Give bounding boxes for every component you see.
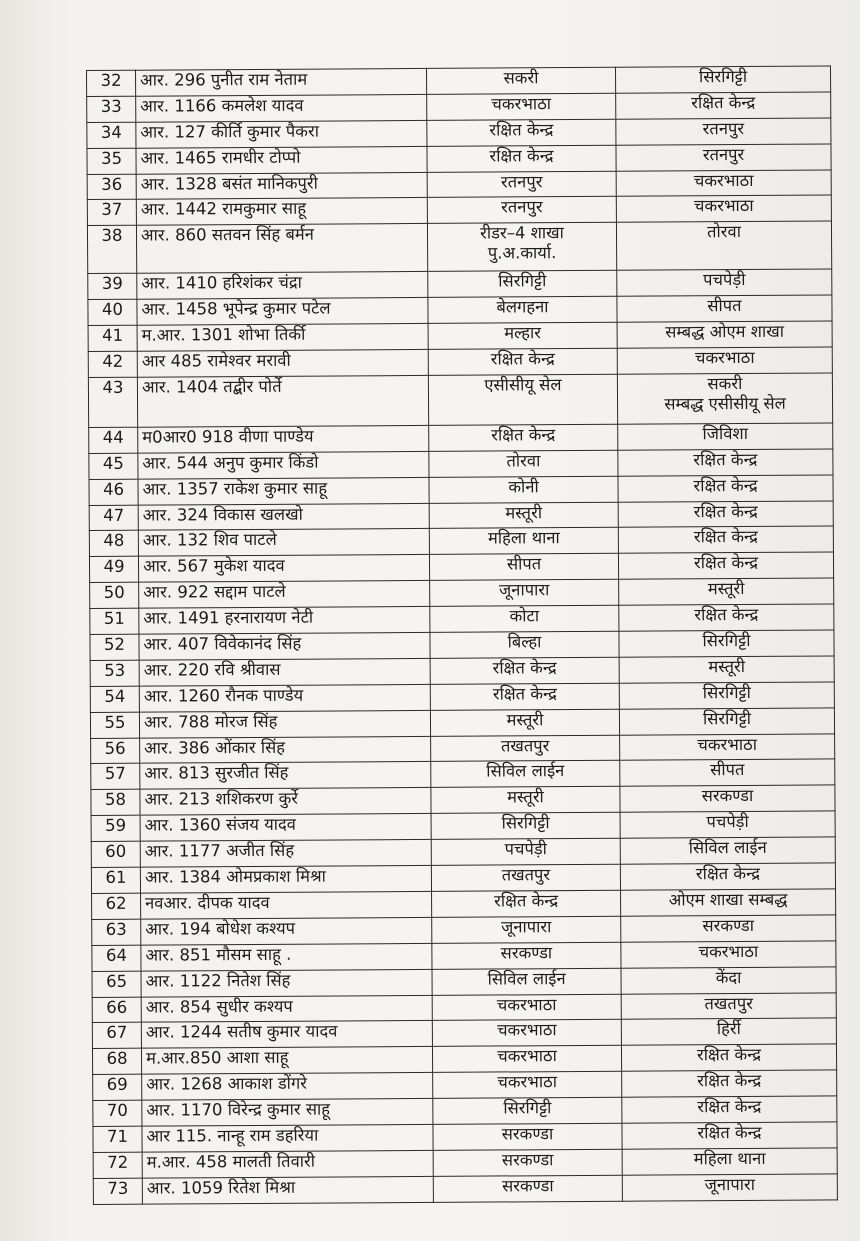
current-posting-line: रक्षित केन्द्र: [493, 891, 559, 911]
current-posting-cell: [431, 864, 620, 891]
employee-name-cell: आर. 851 मौसम साहू .: [141, 943, 432, 971]
current-posting-line: रक्षित केन्द्र: [489, 119, 554, 140]
new-posting-cell: [618, 449, 833, 476]
current-posting-line: पचपेड़ी: [504, 839, 547, 859]
current-posting-cell: [431, 787, 620, 814]
serial-number-cell: 43: [88, 377, 137, 427]
current-posting-line: सिविल लाईन: [487, 968, 566, 989]
new-posting-cell: [621, 915, 836, 942]
new-posting-line: सिरगिट्टी: [702, 682, 751, 703]
new-posting-cell: [619, 604, 834, 631]
new-posting-line: सम्बद्ध एसीसीयू सेल: [664, 393, 786, 414]
new-posting-line: सिविल लाईन: [688, 838, 767, 858]
employee-name-cell: आर. 1260 रौनक पाण्डेय: [139, 684, 430, 712]
new-posting-line: रक्षित केन्द्र: [693, 501, 758, 521]
new-posting-line: रक्षित केन्द्र: [697, 1096, 762, 1117]
current-posting-cell: [430, 657, 619, 684]
new-posting-line: ओएम शाखा सम्बद्ध: [668, 889, 788, 910]
new-posting-cell: [619, 682, 834, 709]
current-posting-cell: [433, 1097, 622, 1124]
new-posting-cell: [620, 811, 835, 838]
new-posting-line: रतनपुर: [702, 118, 745, 139]
employee-name-cell: आर. 567 मुकेश यादव: [138, 555, 429, 583]
new-posting-cell: [621, 1044, 836, 1071]
serial-number-cell: 71: [93, 1126, 142, 1152]
new-posting-line: सीपत: [710, 760, 745, 780]
employee-name-cell: आर. 324 विकास खलखो: [138, 503, 429, 531]
new-posting-line: केंदा: [715, 967, 742, 987]
new-posting-cell: [622, 1070, 837, 1097]
employee-name-cell: आर. 860 सतवन सिंह बर्मन: [136, 224, 427, 274]
current-posting-cell: [432, 890, 621, 917]
current-posting-line: महिला थाना: [487, 528, 560, 549]
new-posting-cell: [616, 118, 831, 145]
employee-name-cell: आर. 1357 राकेश कुमार साहू: [138, 477, 429, 505]
employee-name-cell: आर. 194 बोधेश कश्यप: [141, 917, 432, 945]
employee-name-cell: आर. 407 विवेकानंद सिंह: [139, 632, 430, 660]
new-posting-line: रक्षित केन्द्र: [694, 605, 759, 625]
current-posting-cell: [427, 93, 616, 120]
employee-name-cell: आर. 544 अनुप कुमार किंडो: [138, 451, 429, 479]
new-posting-line: मस्तूरी: [708, 656, 746, 677]
employee-name-cell: आर. 813 सुरजीत सिंह: [140, 762, 431, 790]
serial-number-cell: 56: [91, 738, 140, 764]
current-posting-line: जूनापारा: [501, 917, 552, 937]
current-posting-line: सरकण्डा: [501, 1124, 554, 1144]
current-posting-line: सरकण्डा: [501, 1150, 554, 1170]
current-posting-cell: [432, 1046, 621, 1073]
current-posting-cell: [429, 476, 618, 503]
serial-number-cell: 41: [88, 325, 137, 351]
current-posting-cell: [428, 296, 617, 323]
current-posting-line: कोटा: [509, 606, 540, 626]
new-posting-line: रक्षित केन्द्र: [697, 1071, 762, 1091]
employee-name-cell: आर. 854 सुधीर कश्यप: [141, 995, 432, 1023]
new-posting-line: पचपेड़ी: [703, 270, 746, 290]
current-posting-cell: [433, 1123, 622, 1150]
current-posting-line: रक्षित केन्द्र: [491, 425, 556, 445]
employee-name-cell: आर. 1360 संजय यादव: [140, 814, 431, 842]
employee-name-cell: आर. 296 पुनीत राम नेताम: [136, 68, 427, 96]
employee-name-cell: आर 485 रामेश्वर मरावी: [137, 349, 428, 377]
serial-number-cell: 46: [89, 479, 138, 505]
current-posting-line: बेलगहना: [496, 297, 549, 317]
new-posting-cell: [616, 170, 831, 197]
current-posting-line: सिविल लाईन: [486, 761, 565, 782]
new-posting-cell: [616, 144, 831, 171]
serial-number-cell: 36: [87, 174, 136, 200]
new-posting-cell: [617, 269, 832, 296]
new-posting-cell: [618, 526, 833, 553]
new-posting-cell: [618, 475, 833, 502]
new-posting-line: चकरभाठा: [693, 170, 754, 190]
current-posting-line: रक्षित केन्द्र: [489, 145, 554, 166]
current-posting-line: रतनपुर: [500, 171, 543, 192]
new-posting-line: चकरभाठा: [698, 941, 759, 961]
employee-name-cell: आर. 1177 अजीत सिंह: [140, 840, 431, 868]
current-posting-line: चकरभाठा: [497, 1072, 558, 1092]
serial-number-cell: 65: [92, 971, 141, 997]
serial-number-cell: 72: [93, 1152, 142, 1178]
serial-number-cell: 50: [90, 582, 139, 608]
current-posting-cell: [432, 916, 621, 943]
employee-name-cell: आर. 922 सद्दाम पाटले: [139, 581, 430, 609]
new-posting-line: महिला थाना: [693, 1148, 766, 1169]
current-posting-cell: [430, 683, 619, 710]
new-posting-cell: [621, 967, 836, 994]
employee-name-cell: आर. 386 ओंकार सिंह: [140, 736, 431, 764]
serial-number-cell: 59: [91, 815, 140, 841]
new-posting-cell: [620, 734, 835, 761]
serial-number-cell: 39: [88, 274, 137, 300]
serial-number-cell: 37: [87, 200, 136, 226]
serial-number-cell: 52: [90, 634, 139, 660]
current-posting-line: सीपत: [506, 554, 542, 574]
transfer-table-body: [87, 66, 838, 1204]
new-posting-line: रतनपुर: [702, 144, 745, 164]
employee-name-cell: आर. 220 रवि श्रीवास: [139, 658, 430, 686]
serial-number-cell: 70: [93, 1100, 142, 1126]
new-posting-line: हिर्री: [716, 1019, 741, 1039]
new-posting-cell: [622, 1096, 837, 1123]
employee-name-cell: आर. 1268 आकाश डोंगरे: [142, 1073, 433, 1101]
new-posting-cell: [617, 373, 832, 424]
table-row: [87, 221, 831, 274]
new-posting-cell: [620, 837, 835, 864]
table-row: [93, 1174, 837, 1204]
serial-number-cell: 67: [92, 1023, 141, 1049]
current-posting-line: मल्हार: [504, 323, 542, 343]
employee-name-cell: आर. 1458 भूपेन्द्र कुमार पटेल: [137, 298, 428, 326]
serial-number-cell: 42: [88, 351, 137, 377]
employee-name-cell: आर. 1410 हरिशंकर चंद्रा: [137, 272, 428, 300]
new-posting-cell: [619, 578, 834, 605]
current-posting-line: चकरभाठा: [496, 994, 557, 1015]
new-posting-cell: [620, 863, 835, 890]
current-posting-cell: [427, 223, 616, 272]
new-posting-cell: [620, 759, 835, 786]
employee-name-cell: आर. 1442 रामकुमार साहू: [136, 198, 427, 226]
new-posting-line: जूनापारा: [704, 1174, 756, 1194]
current-posting-cell: [431, 838, 620, 865]
current-posting-cell: [427, 197, 616, 224]
employee-name-cell: आर. 1122 नितेश सिंह: [141, 969, 432, 997]
new-posting-line: रक्षित केन्द्र: [693, 475, 758, 495]
current-posting-line: चकरभाठा: [497, 1046, 557, 1066]
serial-number-cell: 66: [92, 997, 141, 1023]
current-posting-cell: [433, 1175, 622, 1202]
current-posting-line: सकरी: [503, 68, 539, 88]
current-posting-cell: [429, 554, 618, 581]
current-posting-cell: [432, 942, 621, 969]
new-posting-line: चकरभाठा: [694, 347, 755, 368]
new-posting-line: रक्षित केन्द्र: [693, 553, 759, 573]
new-posting-line: तखतपुर: [704, 993, 753, 1013]
new-posting-cell: [621, 1018, 836, 1045]
current-posting-cell: [429, 502, 618, 529]
current-posting-cell: [433, 1149, 622, 1176]
table-row: [88, 373, 832, 428]
serial-number-cell: 69: [93, 1074, 142, 1100]
current-posting-cell: [430, 580, 619, 607]
employee-name-cell: आर. 1465 रामधीर टोप्पो: [136, 146, 427, 174]
new-posting-cell: [622, 1174, 837, 1201]
serial-number-cell: 45: [89, 453, 138, 479]
employee-name-cell: आर. 1244 सतीष कुमार यादव: [141, 1021, 432, 1049]
current-posting-line: सिरगिट्टी: [503, 1098, 552, 1118]
current-posting-line: चकरभाठा: [491, 94, 552, 114]
new-posting-line: रक्षित केन्द्र: [691, 92, 756, 113]
current-posting-cell: [432, 1020, 621, 1047]
serial-number-cell: 53: [90, 660, 139, 686]
serial-number-cell: 60: [91, 841, 140, 867]
current-posting-cell: [433, 1071, 622, 1098]
new-posting-cell: [621, 889, 836, 916]
current-posting-cell: [428, 374, 617, 425]
serial-number-cell: 61: [91, 867, 140, 893]
current-posting-line: रक्षित केन्द्र: [490, 349, 555, 369]
current-posting-line: चकरभाठा: [496, 1020, 557, 1040]
employee-name-cell: आर. 1491 हरनारायण नेटी: [139, 607, 430, 635]
current-posting-line: सिरगिट्टी: [501, 813, 550, 833]
serial-number-cell: 35: [87, 148, 136, 174]
current-posting-line: तोरवा: [506, 451, 541, 471]
new-posting-line: जिविशा: [702, 423, 749, 444]
current-posting-line: सरकण्डा: [500, 942, 553, 963]
current-posting-line: कोनी: [508, 476, 539, 497]
employee-name-cell: आर. 132 शिव पाटले: [138, 529, 429, 557]
new-posting-cell: [621, 992, 836, 1019]
new-posting-cell: [618, 501, 833, 528]
serial-number-cell: 48: [89, 531, 138, 557]
employee-name-cell: आर. 1170 विरेन्द्र कुमार साहू: [142, 1098, 433, 1126]
new-posting-line: सरकण्डा: [701, 786, 754, 806]
new-posting-line: तोरवा: [707, 222, 741, 242]
employee-name-cell: आर. 1384 ओमप्रकाश मिश्रा: [140, 865, 431, 893]
new-posting-line: रक्षित केन्द्र: [697, 1122, 762, 1143]
current-posting-line: मस्तूरी: [506, 709, 544, 730]
current-posting-line: सरकण्डा: [501, 1175, 554, 1196]
current-posting-line: रक्षित केन्द्र: [492, 658, 557, 678]
current-posting-cell: [427, 171, 616, 198]
current-posting-line: मस्तूरी: [507, 787, 544, 807]
new-posting-line: सिरगिट्टी: [702, 708, 752, 728]
employee-name-cell: म.आर. 458 मालती तिवारी: [142, 1150, 433, 1178]
new-posting-line: सरकण्डा: [702, 915, 755, 936]
serial-number-cell: 38: [87, 226, 136, 274]
current-posting-line: तखतपुर: [500, 735, 550, 756]
current-posting-line: रतनपुर: [501, 197, 543, 217]
serial-number-cell: 47: [89, 505, 138, 531]
employee-name-cell: म.आर.850 आशा साहू: [141, 1047, 432, 1075]
new-posting-line: रक्षित केन्द्र: [693, 449, 758, 470]
employee-name-cell: आर. 1328 बसंत मानिकपुरी: [136, 172, 427, 200]
new-posting-line: सकरी: [707, 373, 743, 394]
employee-name-cell: आर. 127 कीर्ति कुमार पैकरा: [136, 120, 427, 148]
new-posting-cell: [622, 1122, 837, 1149]
current-posting-cell: [428, 348, 617, 375]
new-posting-cell: [617, 321, 832, 348]
new-posting-cell: [621, 941, 836, 968]
serial-number-cell: 64: [92, 945, 141, 971]
new-posting-line: रक्षित केन्द्र: [693, 527, 758, 547]
current-posting-cell: [430, 709, 619, 736]
new-posting-line: चकरभाठा: [693, 196, 754, 216]
new-posting-line: पचपेड़ी: [706, 812, 749, 832]
transfer-table: [86, 65, 838, 1204]
current-posting-cell: [431, 813, 620, 840]
employee-name-cell: आर 115. नान्हू राम डहरिया: [142, 1124, 433, 1152]
serial-number-cell: 34: [87, 122, 136, 148]
current-posting-cell: [428, 322, 617, 349]
serial-number-cell: 68: [92, 1048, 141, 1074]
employee-name-cell: आर. 1059 रितेश मिश्रा: [142, 1176, 433, 1204]
serial-number-cell: 62: [92, 893, 141, 919]
new-posting-cell: [616, 92, 831, 119]
new-posting-cell: [617, 347, 832, 374]
current-posting-cell: [429, 424, 618, 451]
current-posting-line: तखतपुर: [501, 865, 551, 885]
new-posting-cell: [619, 656, 834, 683]
current-posting-cell: [431, 761, 620, 788]
current-posting-cell: [427, 145, 616, 172]
new-posting-line: सम्बद्ध ओएम शाखा: [665, 321, 785, 342]
employee-name-cell: आर. 788 मोरज सिंह: [139, 710, 430, 738]
serial-number-cell: 32: [87, 70, 136, 96]
employee-name-cell: म0आर0 918 वीणा पाण्डेय: [138, 425, 429, 453]
new-posting-line: चकरभाठा: [697, 734, 758, 754]
current-posting-line: पु.अ.कार्या.: [487, 243, 557, 263]
current-posting-line: जूनापारा: [498, 580, 550, 600]
new-posting-cell: [615, 66, 830, 93]
serial-number-cell: 40: [88, 299, 137, 325]
new-posting-line: रक्षित केन्द्र: [696, 1045, 762, 1065]
new-posting-cell: [616, 221, 831, 270]
current-posting-cell: [430, 631, 619, 658]
serial-number-cell: 44: [89, 427, 138, 453]
new-posting-cell: [616, 195, 831, 222]
new-posting-cell: [619, 630, 834, 657]
current-posting-cell: [432, 994, 621, 1021]
serial-number-cell: 73: [93, 1178, 142, 1204]
current-posting-line: एसीसीयू सेल: [484, 375, 562, 395]
new-posting-cell: [618, 423, 833, 450]
employee-name-cell: नवआर. दीपक यादव: [141, 891, 432, 919]
employee-name-cell: आर. 1166 कमलेश यादव: [136, 94, 427, 122]
serial-number-cell: 33: [87, 96, 136, 122]
new-posting-line: मस्तूरी: [707, 579, 745, 599]
employee-name-cell: म.आर. 1301 शोभा तिर्की: [137, 324, 428, 352]
current-posting-line: मस्तूरी: [505, 502, 543, 523]
current-posting-cell: [430, 605, 619, 632]
new-posting-cell: [619, 708, 834, 735]
new-posting-line: सिरगिट्टी: [702, 630, 751, 651]
current-posting-cell: [429, 528, 618, 555]
current-posting-line: रीडर–4 शाखा: [480, 223, 564, 243]
serial-number-cell: 58: [91, 790, 140, 816]
serial-number-cell: 49: [89, 557, 138, 583]
current-posting-cell: [431, 735, 620, 762]
current-posting-line: रक्षित केन्द्र: [492, 683, 557, 704]
current-posting-line: बिल्हा: [507, 632, 542, 652]
current-posting-cell: [426, 67, 615, 94]
new-posting-cell: [622, 1148, 837, 1175]
current-posting-cell: [432, 968, 621, 995]
serial-number-cell: 63: [92, 919, 141, 945]
new-posting-line: सीपत: [707, 296, 742, 316]
employee-name-cell: आर. 1404 तद्बीर पोर्ते: [137, 375, 428, 427]
serial-number-cell: 55: [90, 712, 139, 738]
current-posting-cell: [427, 119, 616, 146]
new-posting-line: रक्षित केन्द्र: [695, 863, 760, 884]
serial-number-cell: 51: [90, 608, 139, 634]
new-posting-cell: [620, 785, 835, 812]
current-posting-line: सिरगिट्टी: [498, 271, 547, 291]
current-posting-cell: [429, 450, 618, 477]
serial-number-cell: 57: [91, 764, 140, 790]
employee-name-cell: आर. 213 शशिकरण कुर्रे: [140, 788, 431, 816]
new-posting-cell: [617, 295, 832, 322]
new-posting-line: सिरगिट्टी: [698, 66, 748, 87]
serial-number-cell: 54: [90, 686, 139, 712]
current-posting-cell: [428, 271, 617, 298]
new-posting-cell: [618, 552, 833, 579]
